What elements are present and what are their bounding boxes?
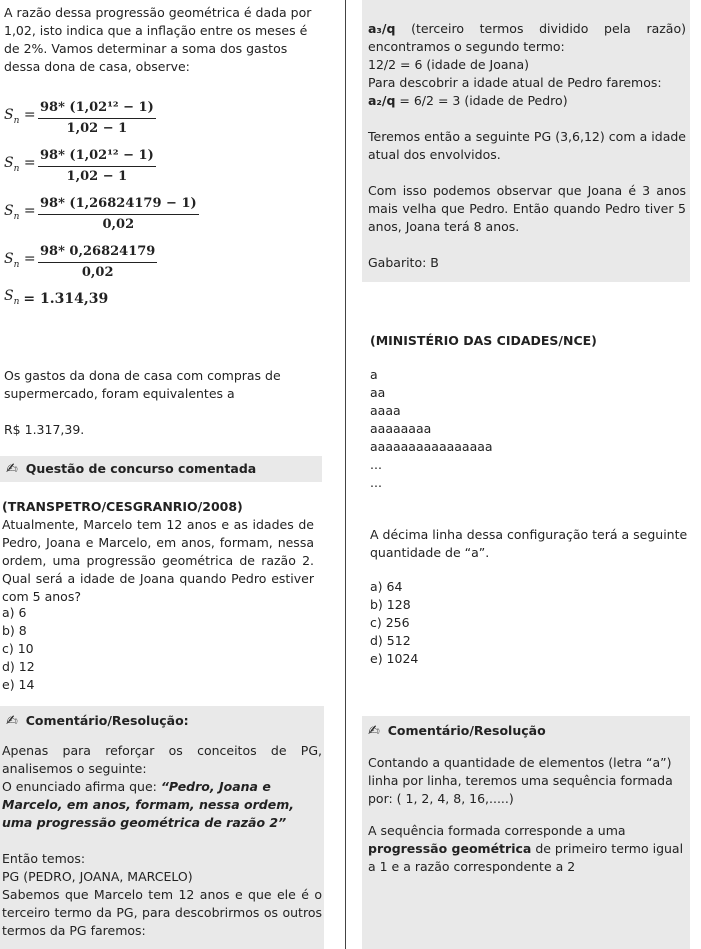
question2-body: A décima linha dessa configuração terá a seguinte quantidade de “a”. <box>370 527 688 560</box>
find-pedro-line: Para descobrir a idade atual de Pedro faremos: <box>368 75 662 90</box>
formula-numerator: 98* (1,02¹² − 1) <box>38 147 156 167</box>
formula-denominator: 1,02 − 1 <box>66 120 128 136</box>
sequence-line: a <box>370 367 378 382</box>
comment-then: Então temos: <box>2 851 86 866</box>
comment-header <box>0 706 324 736</box>
pg-result: Teremos então a seguinte PG (3,6,12) com a idade atual dos envolvidos. <box>368 129 686 162</box>
question-header <box>0 456 322 482</box>
intro-paragraph: A razão dessa progressão geométrica é dada por 1,02, isto indica que a inflação entre os meses é de 2%. Vamos determinar a soma dos gastos dessa dona de casa, observe: <box>4 5 312 74</box>
comment-box <box>0 706 324 949</box>
formula-row: $S_n$ = $\frac{\text{98* (1,02¹² − 1)}}{1,02 - 1}$ <box>4 147 154 184</box>
sequence-line: aaaaaaaaaaaaaaaa <box>370 439 493 454</box>
question-header-label: Questão de concurso comentada <box>25 461 257 476</box>
sequence-line: ... <box>370 457 382 472</box>
comment-quote-paragraph: O enunciado afirma que: “Pedro, Joana e Marcelo, em anos, formam, nessa ordem, uma progressão geométrica de razão 2” <box>2 779 294 830</box>
comment-pg: PG (PEDRO, JOANA, MARCELO) <box>2 869 193 884</box>
resolution-box <box>362 0 690 282</box>
pen-icon: ✍ <box>6 461 18 477</box>
sequence-line: ... <box>370 475 382 490</box>
option-item: a) 64 <box>370 579 403 594</box>
formula-numerator: 98* 0,26824179 <box>38 243 157 263</box>
option-item: c) 10 <box>2 641 34 656</box>
comment-header-label: Comentário/Resolução: <box>25 713 189 728</box>
pen-icon: ✍ <box>368 723 380 739</box>
formula-row: $S_n$ = $\frac{\text{98* (1,02¹² − 1)}}{1,02 - 1}$ <box>4 99 154 136</box>
sequence-list <box>370 366 493 492</box>
sequence-line: aa <box>370 385 386 400</box>
question-body: Atualmente, Marcelo tem 12 anos e as idades de Pedro, Joana e Marcelo, em anos, formam, nessa ordem, uma progressão geométrica de razão 2. Qual será a idade de Joana quando Pedro estiver com 5 anos? <box>2 517 314 604</box>
formula-numerator: 98* (1,26824179 − 1) <box>38 195 199 215</box>
sequence-line: aaaaaaaa <box>370 421 432 436</box>
question-source: (TRANSPETRO/CESGRANRIO/2008) <box>2 499 243 514</box>
option-item: e) 14 <box>2 677 35 692</box>
comment2-paragraph: Contando a quantidade de elementos (letra “a”) linha por linha, teremos uma sequência formada por: ( 1, 2, 4, 8, 16,.....) <box>368 755 673 806</box>
formula-block <box>0 94 199 312</box>
formula-numerator: 98* (1,02¹² − 1) <box>38 99 156 119</box>
formula-denominator: 1,02 − 1 <box>66 168 128 184</box>
formula-denominator: 0,02 <box>102 216 135 232</box>
option-item: a) 6 <box>2 605 27 620</box>
comment-known: Sabemos que Marcelo tem 12 anos e que ele é o terceiro termo da PG, para descobrirmos os outros termos da PG faremos: <box>2 887 322 938</box>
question-options <box>2 604 35 694</box>
comment-paragraph: Apenas para reforçar os conceitos de PG, analisemos o seguinte: <box>2 743 322 776</box>
conclusion: Com isso podemos observar que Joana é 3 anos mais velha que Pedro. Então quando Pedro tiver 5 anos, Joana terá 8 anos. <box>368 183 686 234</box>
formula-row: $S_n$ = $\frac{98* 0,26824179}{0,02}$ <box>4 243 156 280</box>
question2-header: (MINISTÉRIO DAS CIDADES/NCE) <box>370 333 597 348</box>
comment2-conclusion: A sequência formada corresponde a uma progressão geométrica de primeiro termo igual a 1 e a razão correspondente a 2 <box>368 823 684 874</box>
option-item: b) 8 <box>2 623 27 638</box>
formula-denominator: 0,02 <box>81 264 114 280</box>
column-divider <box>345 0 346 949</box>
option-item: e) 1024 <box>370 651 419 666</box>
comment2-box <box>362 716 690 949</box>
formula-result: = 1.314,39 <box>23 291 109 307</box>
expenses-paragraph: Os gastos da dona de casa com compras de supermercado, foram equivalentes a <box>4 368 281 401</box>
option-item: d) 12 <box>2 659 35 674</box>
sequence-line: aaaa <box>370 403 401 418</box>
joana-line: 12/2 = 6 (idade de Joana) <box>368 57 530 72</box>
question-paragraph <box>2 498 314 606</box>
expenses-value: R$ 1.317,39. <box>4 422 85 437</box>
pen-icon: ✍ <box>6 713 18 729</box>
formula-row: $S_n$ = $\frac{98* (1,26824179 - 1)}{0,02}$ <box>4 195 197 232</box>
question2-options <box>370 578 418 668</box>
option-item: d) 512 <box>370 633 411 648</box>
comment2-header <box>362 716 690 746</box>
gabarito: Gabarito: B <box>368 255 439 270</box>
comment-quote: “Pedro, Joana e Marcelo, em anos, formam, nessa ordem, uma progressão geométrica de razão 2” <box>2 779 294 830</box>
option-item: c) 256 <box>370 615 410 630</box>
a2q-line: a₂/q = 6/2 = 3 (idade de Pedro) <box>368 93 568 108</box>
a3q-line: a₃/q (terceiro termos dividido pela razão) encontramos o segundo termo: <box>368 21 686 54</box>
option-item: b) 128 <box>370 597 411 612</box>
formula-result-row: $S_n$ = 1.314,39 <box>4 288 109 307</box>
comment2-header-label: Comentário/Resolução <box>387 723 546 738</box>
